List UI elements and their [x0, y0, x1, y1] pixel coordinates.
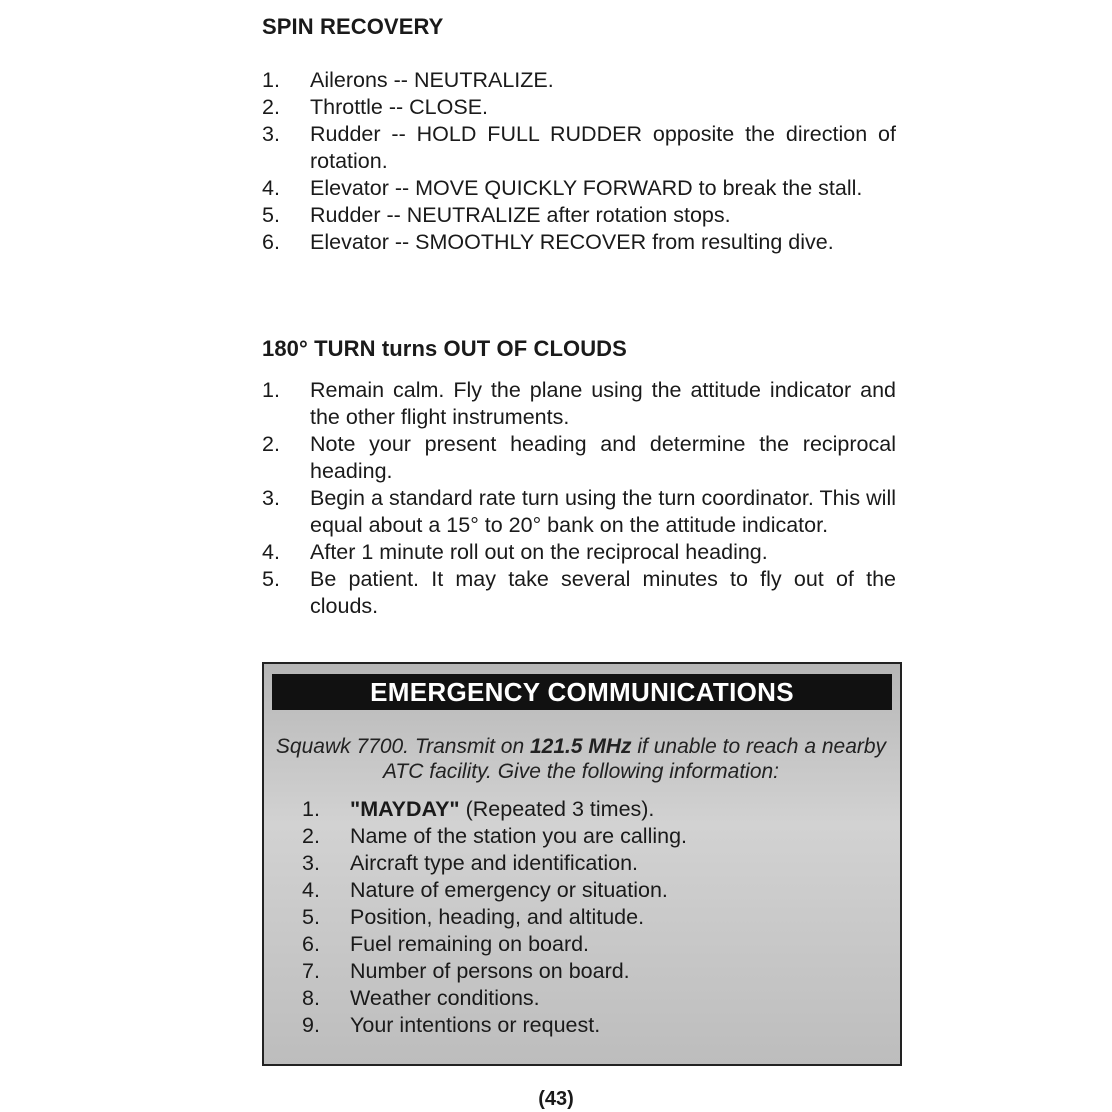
item-text: Rudder -- NEUTRALIZE after rotation stops. — [310, 203, 731, 227]
item-number: 3. — [302, 851, 320, 875]
spin-recovery-list — [262, 67, 896, 256]
item-text: Begin a standard rate turn using the turn coordinator. This will equal about a 15° to 20° bank on the attitude indicator. — [310, 486, 896, 537]
item-text: Rudder -- HOLD FULL RUDDER opposite the direction of rotation. — [310, 122, 896, 173]
item-number: 6. — [262, 230, 280, 254]
item-text: Remain calm. Fly the plane using the attitude indicator and the other flight instruments. — [310, 378, 896, 429]
item-text: Number of persons on board. — [350, 959, 630, 983]
item-number: 4. — [262, 540, 280, 564]
item-text: Ailerons -- NEUTRALIZE. — [310, 68, 554, 92]
intro-frequency: 121.5 MHz — [530, 735, 632, 758]
list-item — [302, 877, 687, 904]
emergency-communications-box — [262, 662, 902, 1066]
item-number: 7. — [302, 959, 320, 983]
item-number: 1. — [262, 378, 280, 402]
item-text: Weather conditions. — [350, 986, 540, 1010]
list-item — [262, 67, 896, 94]
list-item — [302, 823, 687, 850]
item-number: 4. — [302, 878, 320, 902]
item-text: Note your present heading and determine the reciprocal heading. — [310, 432, 896, 483]
item-text: Elevator -- MOVE QUICKLY FORWARD to break the stall. — [310, 176, 863, 200]
list-item — [302, 1012, 687, 1039]
item-number: 4. — [262, 176, 280, 200]
item-text: Aircraft type and identification. — [350, 851, 639, 875]
emergency-intro — [274, 734, 888, 784]
list-item — [302, 904, 687, 931]
item-text: Your intentions or request. — [350, 1013, 601, 1037]
list-item — [302, 985, 687, 1012]
item-emphasis: "MAYDAY" — [350, 797, 460, 821]
list-item — [302, 850, 687, 877]
item-number: 8. — [302, 986, 320, 1010]
item-text: After 1 minute roll out on the reciprocal heading. — [310, 540, 768, 564]
item-number: 5. — [262, 567, 280, 591]
list-item — [262, 229, 896, 256]
item-text: Nature of emergency or situation. — [350, 878, 668, 902]
list-item — [262, 431, 896, 485]
page-number: (43) — [538, 1088, 574, 1110]
item-number: 5. — [302, 905, 320, 929]
emergency-communications-title: EMERGENCY COMMUNICATIONS — [272, 674, 892, 710]
emergency-info-list — [302, 796, 687, 1039]
list-item — [302, 796, 687, 823]
list-item — [302, 931, 687, 958]
item-text: Elevator -- SMOOTHLY RECOVER from resulting dive. — [310, 230, 834, 254]
intro-text-1: Squawk 7700. Transmit on — [275, 735, 530, 758]
list-item — [262, 377, 896, 431]
item-text: Throttle -- CLOSE. — [310, 95, 489, 119]
item-text: Name of the station you are calling. — [350, 824, 688, 848]
item-number: 3. — [262, 486, 280, 510]
item-text: Position, heading, and altitude. — [350, 905, 645, 929]
list-item — [262, 121, 896, 175]
item-number: 2. — [302, 824, 320, 848]
item-text: (Repeated 3 times). — [459, 797, 655, 821]
list-item — [262, 485, 896, 539]
list-item — [262, 202, 896, 229]
item-number: 1. — [302, 797, 320, 821]
item-number: 2. — [262, 432, 280, 456]
list-item — [302, 958, 687, 985]
list-item — [262, 175, 896, 202]
intro-text-2: if unable to reach a nearby ATC facility. Give the following information: — [382, 735, 887, 783]
spin-recovery-heading: SPIN RECOVERY — [262, 14, 444, 39]
item-text: Be patient. It may take several minutes to fly out of the clouds. — [310, 567, 896, 618]
list-item — [262, 94, 896, 121]
item-number: 5. — [262, 203, 280, 227]
turn-out-of-clouds-heading: 180° TURN turns OUT OF CLOUDS — [262, 336, 627, 361]
item-text: Fuel remaining on board. — [350, 932, 590, 956]
item-number: 3. — [262, 122, 280, 146]
list-item — [262, 566, 896, 620]
turn-out-of-clouds-list — [262, 377, 896, 620]
item-number: 6. — [302, 932, 320, 956]
item-number: 1. — [262, 68, 280, 92]
list-item — [262, 539, 896, 566]
item-number: 2. — [262, 95, 280, 119]
item-number: 9. — [302, 1013, 320, 1037]
